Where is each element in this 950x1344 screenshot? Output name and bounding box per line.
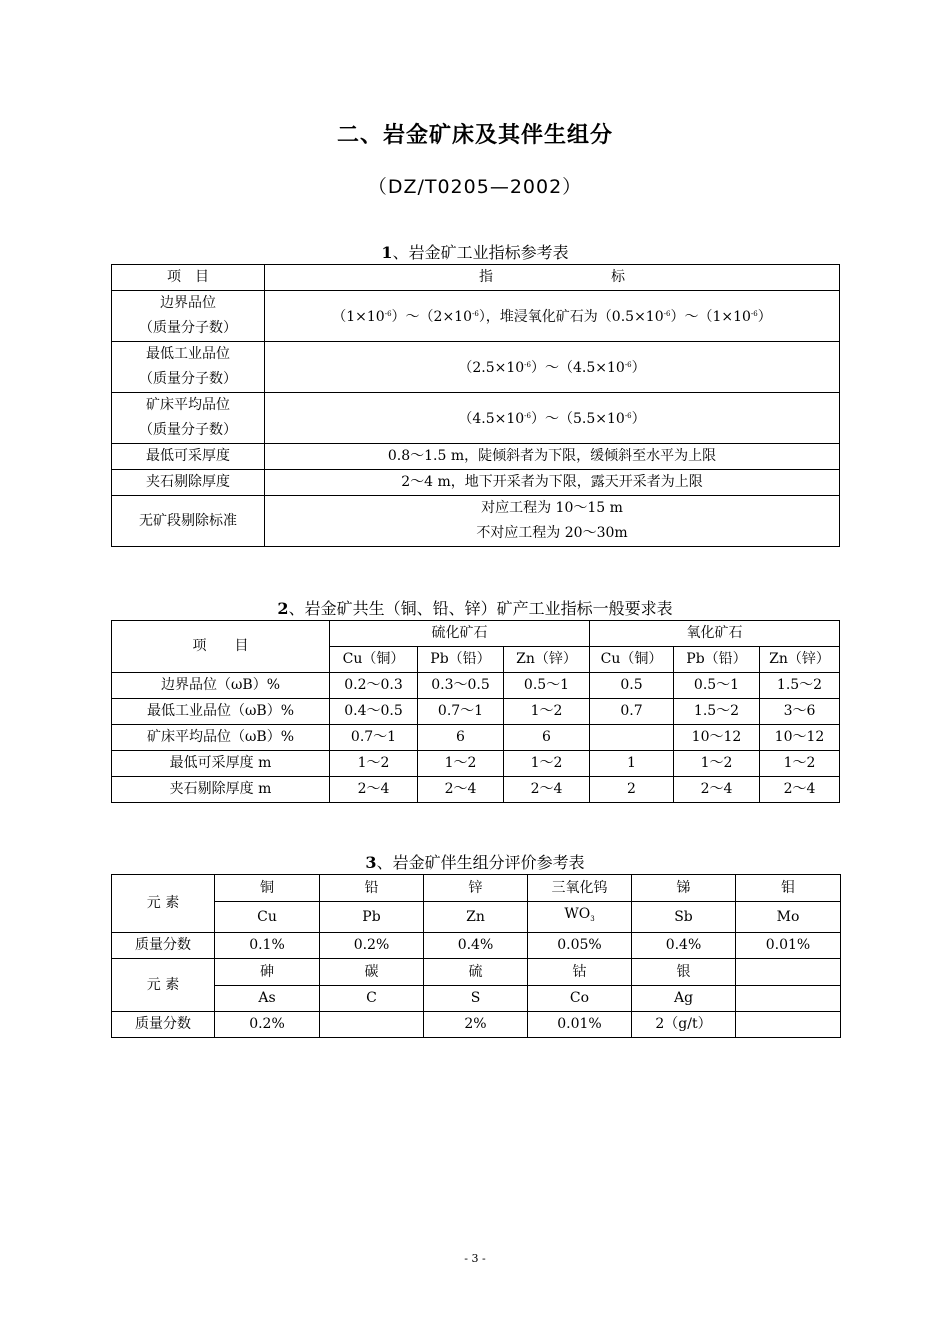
element-symbol: As [215, 986, 320, 1012]
table-cell: 0.5～1 [504, 673, 590, 699]
table2-caption-text: 、岩金矿共生（铜、铅、锌）矿产工业指标一般要求表 [288, 599, 673, 618]
table3-mass-label: 质量分数 [112, 1012, 215, 1038]
table3-mass-label: 质量分数 [112, 933, 215, 959]
table-cell: 1～2 [674, 751, 760, 777]
mass-value: 0.4% [632, 933, 736, 959]
mass-value: 0.4% [424, 933, 528, 959]
table2-row-label: 夹石剔除厚度 m [112, 777, 330, 803]
table-cell: 3～6 [760, 699, 840, 725]
table1-row-label-line2: （质量分子数） [139, 422, 237, 438]
element-symbol: Sb [632, 902, 736, 933]
table1-caption [0, 240, 950, 263]
table-row [112, 699, 840, 725]
table1-row-value: 2～4 m，地下开采者为下限，露天开采者为上限 [265, 470, 840, 496]
element-symbol [736, 986, 841, 1012]
element-symbol-subscript: 3 [590, 915, 595, 923]
element-symbol: Pb [320, 902, 424, 933]
mass-value: 0.1% [215, 933, 320, 959]
table-cell: 2～4 [504, 777, 590, 803]
table-cell: 1～2 [760, 751, 840, 777]
table-cell: 1.5～2 [674, 699, 760, 725]
table-cell: 0.5～1 [674, 673, 760, 699]
table2-col-header: Pb（铅） [418, 647, 504, 673]
mass-value: 0.2% [320, 933, 424, 959]
table2-caption-number: 2 [277, 599, 289, 618]
table-cell: 2～4 [418, 777, 504, 803]
table-cell: 10～12 [674, 725, 760, 751]
table2-col-header: Cu（铜） [330, 647, 418, 673]
table2-header-sulfide: 硫化矿石 [330, 621, 590, 647]
element-symbol: Mo [736, 902, 841, 933]
table-cell: 0.5 [590, 673, 674, 699]
element-symbol-wo3 [528, 902, 632, 933]
table-cell: 0.4～0.5 [330, 699, 418, 725]
table2-col-header: Cu（铜） [590, 647, 674, 673]
table1-caption-number: 1 [381, 243, 393, 262]
element-name: 三氧化钨 [528, 875, 632, 902]
table1-industrial-indicators [111, 264, 840, 547]
table2-coexisting-minerals [111, 620, 840, 803]
table1-row-label: 夹石剔除厚度 [112, 470, 265, 496]
mass-value: 0.05% [528, 933, 632, 959]
table-cell: 1～2 [504, 699, 590, 725]
table1-row-label: 最低可采厚度 [112, 444, 265, 470]
table-cell: 0.7 [590, 699, 674, 725]
table-row [112, 751, 840, 777]
table3-caption [0, 850, 950, 873]
table3-caption-text: 、岩金矿伴生组分评价参考表 [376, 853, 585, 872]
table2-row-label: 最低可采厚度 m [112, 751, 330, 777]
table3-element-label: 元 素 [112, 875, 215, 933]
element-name: 碳 [320, 959, 424, 986]
table1-caption-text: 、岩金矿工业指标参考表 [392, 243, 569, 262]
table2-caption [0, 596, 950, 619]
table1-row-value-line1: 对应工程为 10～15 m [481, 500, 623, 516]
table-row [112, 725, 840, 751]
table3-associated-components [111, 874, 841, 1038]
element-symbol: Cu [215, 902, 320, 933]
table1-row-value-rendered: $(4.5\times 10^{-6})\sim(5.5\times 10^{-6})$ [458, 411, 646, 427]
table-cell: 0.2～0.3 [330, 673, 418, 699]
mass-value [320, 1012, 424, 1038]
table-cell: 1～2 [418, 751, 504, 777]
table-cell: 2～4 [330, 777, 418, 803]
table1-row-label [112, 342, 265, 393]
table-cell: 10～12 [760, 725, 840, 751]
table-cell: 1.5～2 [760, 673, 840, 699]
table1-row-value [265, 393, 840, 444]
table-row [112, 777, 840, 803]
mass-value: 0.2% [215, 1012, 320, 1038]
table-cell: 0.7～1 [330, 725, 418, 751]
table1-row-value: 0.8～1.5 m，陡倾斜者为下限，缓倾斜至水平为上限 [265, 444, 840, 470]
table2-col-header: Zn（锌） [504, 647, 590, 673]
table1-row-value [265, 291, 840, 342]
table1-row-label-line2: （质量分子数） [139, 320, 237, 336]
table-cell: 1～2 [504, 751, 590, 777]
table2-col-header: Pb（铅） [674, 647, 760, 673]
table1-row-label-line1: 最低工业品位 [146, 346, 230, 362]
table1-row-value [265, 342, 840, 393]
table-cell [590, 725, 674, 751]
element-name: 银 [632, 959, 736, 986]
element-name [736, 959, 841, 986]
table-cell: 1 [590, 751, 674, 777]
table-row [112, 673, 840, 699]
mass-value: 0.01% [736, 933, 841, 959]
table-cell: 1～2 [330, 751, 418, 777]
table2-row-label: 最低工业品位（ωB）% [112, 699, 330, 725]
table1-row-label-line1: 矿床平均品位 [146, 397, 230, 413]
element-name: 铜 [215, 875, 320, 902]
table2-header-item: 项 目 [112, 621, 330, 673]
table-cell: 2～4 [674, 777, 760, 803]
table-cell: 0.3～0.5 [418, 673, 504, 699]
table1-header-index [265, 265, 840, 291]
table2-header-oxide: 氧化矿石 [590, 621, 840, 647]
table1-row-value-line2: 不对应工程为 20～30m [476, 525, 628, 541]
mass-value: 0.01% [528, 1012, 632, 1038]
table2-col-header: Zn（锌） [760, 647, 840, 673]
table1-row-value-rendered: $(1\times 10^{-6})\sim(2\times 10^{-6})$，堆浸氧化矿石为$(0.5\times 10^{-6})\sim(1\times 10^{-6})$ [332, 309, 772, 325]
table-cell: 2～4 [760, 777, 840, 803]
element-symbol: Zn [424, 902, 528, 933]
element-name: 硫 [424, 959, 528, 986]
table1-row-label [112, 291, 265, 342]
table3-element-label: 元 素 [112, 959, 215, 1012]
table3-caption-number: 3 [365, 853, 377, 872]
element-name: 锌 [424, 875, 528, 902]
element-name: 铅 [320, 875, 424, 902]
mass-value: 2% [424, 1012, 528, 1038]
table-cell: 0.7～1 [418, 699, 504, 725]
table1-header-index-b: 标 [611, 269, 625, 285]
table1-row-value-rendered: $(2.5\times 10^{-6})\sim(4.5\times 10^{-6})$ [458, 360, 646, 376]
table-cell: 2 [590, 777, 674, 803]
standard-code: （DZ/T0205—2002） [367, 176, 583, 198]
element-symbol: C [320, 986, 424, 1012]
table2-row-label: 边界品位（ωB）% [112, 673, 330, 699]
mass-value: 2（g/t） [632, 1012, 736, 1038]
page-number: - 3 - [464, 1252, 486, 1265]
table-cell: 6 [504, 725, 590, 751]
table1-row-label-line2: （质量分子数） [139, 371, 237, 387]
element-symbol: Co [528, 986, 632, 1012]
element-name: 钼 [736, 875, 841, 902]
element-symbol: Ag [632, 986, 736, 1012]
element-name: 锑 [632, 875, 736, 902]
table-cell: 6 [418, 725, 504, 751]
page-title: 二、岩金矿床及其伴生组分 [336, 123, 613, 148]
table1-header-item: 项 目 [112, 265, 265, 291]
element-symbol: S [424, 986, 528, 1012]
table1-row-label: 无矿段剔除标准 [112, 496, 265, 547]
table1-row-value [265, 496, 840, 547]
element-name: 钴 [528, 959, 632, 986]
element-name: 砷 [215, 959, 320, 986]
table2-row-label: 矿床平均品位（ωB）% [112, 725, 330, 751]
table1-row-label [112, 393, 265, 444]
table1-header-index-a: 指 [479, 269, 493, 285]
element-symbol: WO [564, 906, 591, 922]
table1-row-label-line1: 边界品位 [160, 295, 216, 311]
mass-value [736, 1012, 841, 1038]
